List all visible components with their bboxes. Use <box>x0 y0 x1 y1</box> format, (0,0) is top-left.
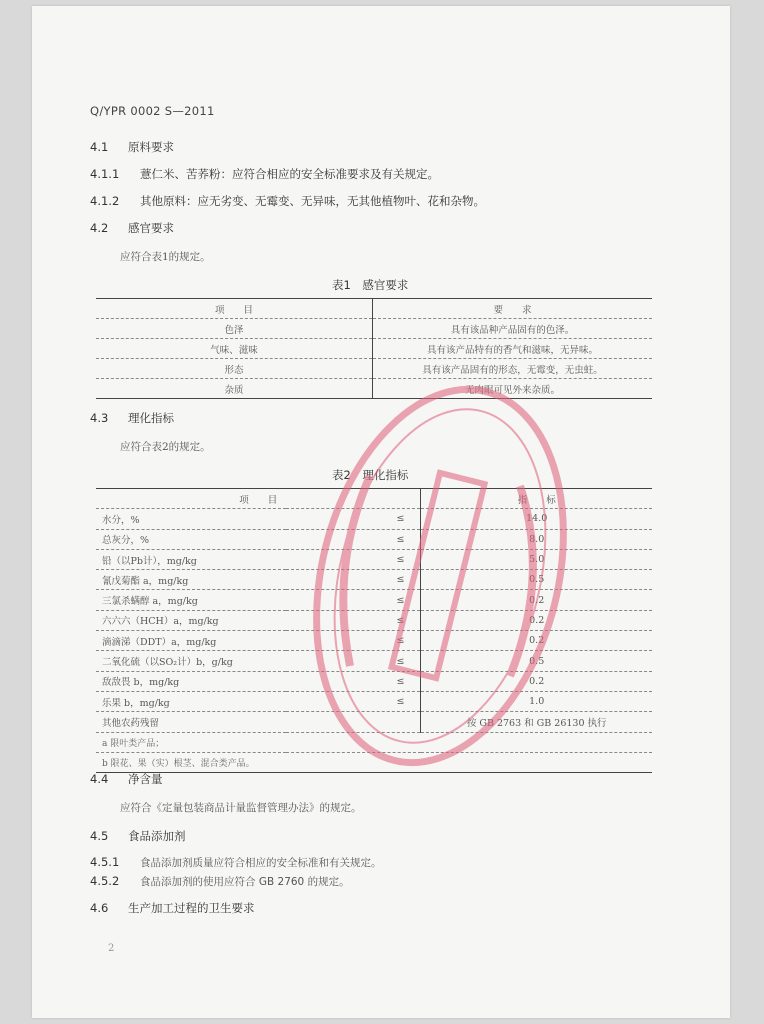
table-cell-value: 0.5 <box>421 651 652 671</box>
section-4-3-body: 应符合表2的规定。 <box>120 441 211 453</box>
table-cell-value: 1.0 <box>421 691 652 711</box>
table-cell-symbol: ≤ <box>286 631 421 651</box>
table-cell-value: 0.2 <box>421 590 652 610</box>
table-row <box>96 712 652 732</box>
table-cell-item: 三氯杀螨醇 a，mg/kg <box>96 590 286 610</box>
clause-number: 4.1.2 <box>90 194 120 208</box>
table-cell-item: 总灰分，% <box>96 529 286 549</box>
table-cell-value: 0.2 <box>421 610 652 630</box>
section-number: 4.6 <box>90 901 109 915</box>
section-title: 理化指标 <box>128 411 174 425</box>
section-4-2-body: 应符合表1的规定。 <box>120 251 211 263</box>
table-cell-item: 气味、滋味 <box>96 339 373 359</box>
table-header-item: 项 目 <box>96 489 421 509</box>
table-cell-item: 滴滴涕（DDT）a，mg/kg <box>96 631 286 651</box>
section-title: 原料要求 <box>128 140 174 154</box>
table-cell-value: 14.0 <box>421 509 652 529</box>
clause-number: 4.5.2 <box>90 874 120 888</box>
table-header-row <box>96 299 652 319</box>
physicochemical-table <box>96 488 652 773</box>
table-cell-symbol: ≤ <box>286 651 421 671</box>
section-4-6 <box>90 900 255 916</box>
clause-4-5-1 <box>90 855 382 870</box>
table-header-row <box>96 489 652 509</box>
table-cell-item: 铅（以Pb计），mg/kg <box>96 549 286 569</box>
clause-text: 食品添加剂的使用应符合 GB 2760 的规定。 <box>140 876 350 888</box>
table-row <box>96 570 652 590</box>
table-cell-item: 氰戊菊酯 a，mg/kg <box>96 570 286 590</box>
table-row <box>96 590 652 610</box>
table-cell-item: 六六六（HCH）a，mg/kg <box>96 610 286 630</box>
table-row <box>96 651 652 671</box>
page-number: 2 <box>108 943 115 954</box>
section-4-4 <box>90 771 163 787</box>
table1-caption: 表1 感官要求 <box>332 278 409 292</box>
table-header-requirement: 要 求 <box>373 299 653 319</box>
section-number: 4.3 <box>90 411 109 425</box>
section-number: 4.5 <box>90 829 109 843</box>
table-footnote-row <box>96 752 652 772</box>
table-cell-value: 0.2 <box>421 631 652 651</box>
table-cell-value: 8.0 <box>421 529 652 549</box>
table-cell-symbol: ≤ <box>286 509 421 529</box>
section-title: 感官要求 <box>128 221 174 235</box>
table-cell-item: 乐果 b，mg/kg <box>96 691 286 711</box>
table-cell-symbol: ≤ <box>286 691 421 711</box>
table-cell-item: 其他农药残留 <box>96 712 286 732</box>
footnote-a: a 限叶类产品； <box>96 732 652 752</box>
table-header-indicator: 指 标 <box>421 489 652 509</box>
clause-4-5-2 <box>90 874 350 889</box>
table-cell-value: 0.2 <box>421 671 652 691</box>
table-cell-symbol: ≤ <box>286 529 421 549</box>
section-4-3 <box>90 410 174 426</box>
table-cell-item: 水分，% <box>96 509 286 529</box>
table-cell-symbol: ≤ <box>286 570 421 590</box>
section-number: 4.4 <box>90 772 109 786</box>
table-row <box>96 610 652 630</box>
table-cell-symbol: ≤ <box>286 610 421 630</box>
section-title: 生产加工过程的卫生要求 <box>128 901 255 915</box>
table-header-item: 项 目 <box>96 299 373 319</box>
table-cell-symbol <box>286 712 421 732</box>
table-cell-value: 按 GB 2763 和 GB 26130 执行 <box>421 712 652 732</box>
table-row <box>96 631 652 651</box>
section-4-5 <box>90 828 186 844</box>
table-row <box>96 529 652 549</box>
table-row <box>96 319 652 339</box>
section-title: 食品添加剂 <box>128 829 186 843</box>
footnote-b: b 限花、果（实）根茎、混合类产品。 <box>96 752 652 772</box>
table-row <box>96 691 652 711</box>
table-row <box>96 549 652 569</box>
table-row <box>96 379 652 399</box>
table-cell-symbol: ≤ <box>286 671 421 691</box>
table-cell-value: 5.0 <box>421 549 652 569</box>
table-cell-requirement: 无肉眼可见外来杂质。 <box>373 379 653 399</box>
document-page <box>32 6 730 1018</box>
section-number: 4.1 <box>90 140 109 154</box>
section-4-2 <box>90 220 174 236</box>
table-cell-requirement: 具有该产品特有的香气和滋味，无异味。 <box>373 339 653 359</box>
table-cell-requirement: 具有该品种产品固有的色泽。 <box>373 319 653 339</box>
section-title: 净含量 <box>128 772 163 786</box>
section-4-1 <box>90 139 174 155</box>
clause-4-1-1 <box>90 166 439 182</box>
table-cell-item: 形态 <box>96 359 373 379</box>
table-cell-symbol: ≤ <box>286 549 421 569</box>
table-row <box>96 509 652 529</box>
table-cell-item: 杂质 <box>96 379 373 399</box>
table-cell-value: 0.5 <box>421 570 652 590</box>
table2-caption: 表2 理化指标 <box>332 468 409 482</box>
table-cell-item: 敌敌畏 b，mg/kg <box>96 671 286 691</box>
section-4-4-body: 应符合《定量包装商品计量监督管理办法》的规定。 <box>120 802 362 814</box>
section-number: 4.2 <box>90 221 109 235</box>
clause-number: 4.1.1 <box>90 167 120 181</box>
table-footnote-row <box>96 732 652 752</box>
table-cell-requirement: 具有该产品固有的形态，无霉变，无虫蛀。 <box>373 359 653 379</box>
table-row <box>96 671 652 691</box>
table-row <box>96 339 652 359</box>
table-cell-item: 二氧化硫（以SO₂计）b，g/kg <box>96 651 286 671</box>
table-row <box>96 359 652 379</box>
clause-text: 食品添加剂质量应符合相应的安全标准和有关规定。 <box>140 857 382 869</box>
standard-code: Q/YPR 0002 S—2011 <box>90 104 215 118</box>
clause-number: 4.5.1 <box>90 855 120 869</box>
clause-text: 其他原料：应无劣变、无霉变、无异味，无其他植物叶、花和杂物。 <box>140 194 485 208</box>
table-cell-item: 色泽 <box>96 319 373 339</box>
table-cell-symbol: ≤ <box>286 590 421 610</box>
clause-text: 薏仁米、苦荞粉：应符合相应的安全标准要求及有关规定。 <box>140 167 439 181</box>
sensory-table <box>96 298 652 399</box>
clause-4-1-2 <box>90 193 485 209</box>
